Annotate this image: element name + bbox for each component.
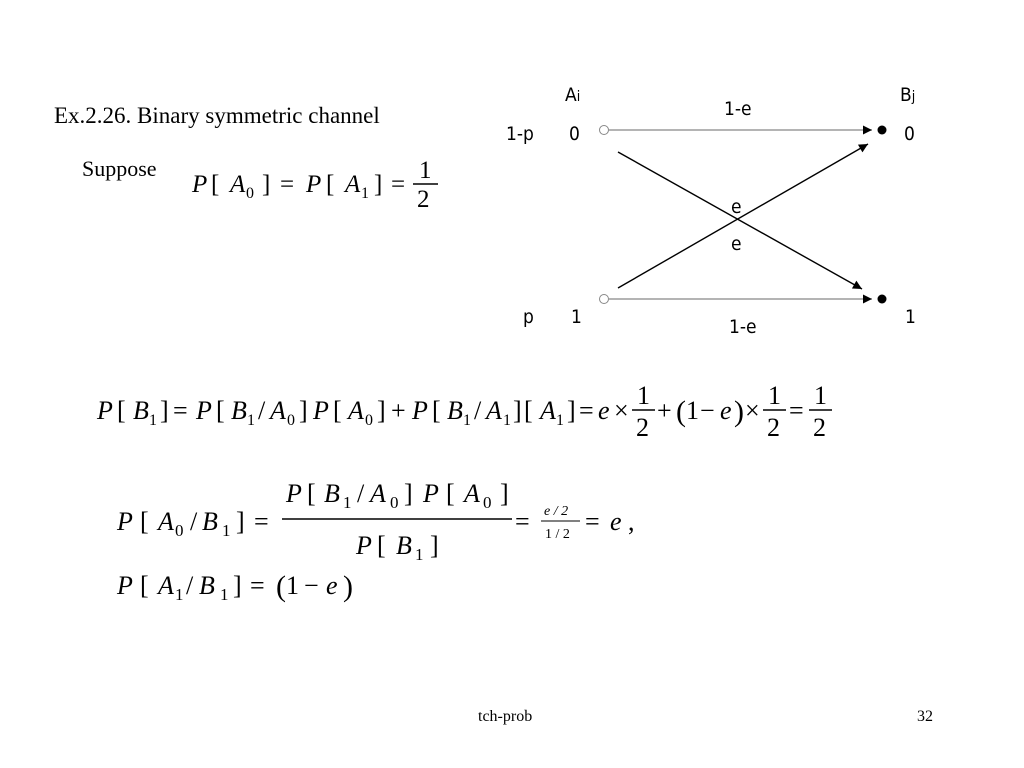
eq-symbol: A [486, 396, 502, 425]
eq-symbol: [ [211, 171, 220, 198]
edge-label-bottom: 1-e [729, 316, 757, 338]
eq-symbol: 1 [343, 493, 352, 512]
eq-symbol: P [97, 396, 113, 425]
input-header: Ai [565, 84, 581, 106]
output-symbol-1: 1 [905, 306, 916, 328]
eq-symbol: A [348, 396, 364, 425]
page-number: 32 [917, 708, 933, 725]
edge-0-to-1 [618, 152, 862, 289]
eq-symbol: 2 [417, 186, 430, 213]
eq-symbol: = [391, 171, 406, 198]
eq-symbol: 1 [175, 585, 184, 604]
footer-title: tch-prob [478, 708, 533, 725]
eq-symbol: 2 [767, 413, 780, 442]
eq-symbol: 0 [246, 185, 254, 202]
eq-symbol: ] [374, 171, 383, 198]
eq-symbol: B [133, 396, 149, 425]
suppose-equation [191, 157, 438, 213]
input-symbol-0: 0 [569, 123, 580, 145]
input-probability-0: 1-p [506, 123, 534, 145]
eq-symbol: ] [513, 396, 522, 425]
eq-symbol: 1 [556, 412, 564, 429]
eq-symbol: 1 [361, 185, 369, 202]
eq-symbol: ( [676, 395, 686, 428]
eq-symbol: ] [567, 396, 576, 425]
eq-symbol: = [515, 507, 530, 536]
eq-symbol: = [254, 507, 269, 536]
eq-symbol: = [579, 396, 594, 425]
slide-heading: Ex.2.26. Binary symmetric channel [54, 103, 380, 128]
eq-symbol: 1 [814, 381, 827, 410]
eq-symbol: ] [262, 171, 271, 198]
edge-label-cross: e [731, 233, 742, 255]
eq-symbol: ] [404, 479, 413, 508]
eq-symbol: ] [160, 396, 169, 425]
eq-symbol: [ [307, 479, 316, 508]
output-symbol-0: 0 [904, 123, 915, 145]
eq-symbol: A [230, 171, 246, 198]
eq-symbol: [ [216, 396, 225, 425]
eq-symbol: × [745, 396, 760, 425]
eq-symbol: 0 [483, 493, 492, 512]
eq-symbol: [ [140, 571, 149, 600]
eq-symbol: A [158, 571, 174, 600]
eq-symbol: A [540, 396, 556, 425]
edge-label-cross: e [731, 196, 742, 218]
eq-symbol: ] [236, 507, 245, 536]
eq-symbol: ( [276, 570, 286, 603]
eq-symbol: A [370, 479, 386, 508]
input-node-1 [600, 295, 609, 304]
eq-symbol: P [356, 531, 372, 560]
eq-symbol: [ [140, 507, 149, 536]
eq-symbol: = [250, 571, 265, 600]
eq-symbol: 1 [686, 396, 699, 425]
eq-symbol: P [412, 396, 428, 425]
eq-symbol: , [628, 507, 635, 536]
eq-symbol: 0 [287, 412, 295, 429]
eq-symbol: 1 [222, 521, 231, 540]
input-probability-1: p [523, 306, 534, 328]
eq-symbol: = [585, 507, 600, 536]
eq-symbol: + [657, 396, 672, 425]
eq-symbol: B [396, 531, 412, 560]
eq-symbol: 1 [220, 585, 229, 604]
eq-symbol: / [474, 396, 482, 425]
eq-symbol: [ [117, 396, 126, 425]
eq-symbol: 0 [365, 412, 373, 429]
eq-symbol: P [196, 396, 212, 425]
eq-symbol: A [270, 396, 286, 425]
eq-symbol: − [700, 396, 715, 425]
eq-symbol: [ [333, 396, 342, 425]
eq-symbol: e / 2 [544, 504, 569, 519]
eq-symbol: B [231, 396, 247, 425]
eq-symbol: [ [524, 396, 533, 425]
suppose-label: Suppose [82, 156, 157, 181]
eq-symbol: 1 [419, 157, 432, 184]
eq-symbol: 1 [463, 412, 471, 429]
eq-symbol: 1 [149, 412, 157, 429]
eq-symbol: + [391, 396, 406, 425]
bayes-equation-a0 [116, 479, 635, 564]
eq-symbol: e [610, 507, 622, 536]
bayes-equation-a1 [116, 570, 353, 604]
output-node-1 [878, 295, 887, 304]
eq-symbol: − [304, 571, 319, 600]
output-header: Bj [900, 84, 916, 106]
eq-symbol: e [720, 396, 732, 425]
eq-symbol: ] [299, 396, 308, 425]
eq-symbol: 1 [286, 571, 299, 600]
eq-symbol: B [324, 479, 340, 508]
eq-symbol: 1 [768, 381, 781, 410]
eq-symbol: 1 / 2 [545, 527, 570, 542]
eq-symbol: A [158, 507, 174, 536]
eq-symbol: 2 [636, 413, 649, 442]
eq-symbol: / [190, 507, 198, 536]
eq-symbol: = [789, 396, 804, 425]
output-node-0 [878, 126, 887, 135]
eq-symbol: 2 [813, 413, 826, 442]
input-symbol-1: 1 [571, 306, 582, 328]
eq-symbol: ] [233, 571, 242, 600]
eq-symbol: ] [377, 396, 386, 425]
total-probability-equation [96, 381, 832, 442]
channel-diagram [506, 84, 916, 338]
eq-symbol: 1 [415, 545, 424, 564]
eq-symbol: [ [432, 396, 441, 425]
eq-symbol: ] [430, 531, 439, 560]
eq-symbol: [ [446, 479, 455, 508]
eq-symbol: P [117, 571, 133, 600]
eq-symbol: ) [734, 395, 744, 428]
eq-symbol: B [202, 507, 218, 536]
eq-symbol: 1 [503, 412, 511, 429]
eq-symbol: P [192, 171, 208, 198]
eq-symbol: P [286, 479, 302, 508]
eq-symbol: ] [500, 479, 509, 508]
eq-symbol: e [598, 396, 610, 425]
eq-symbol: [ [326, 171, 335, 198]
eq-symbol: [ [377, 531, 386, 560]
eq-symbol: P [117, 507, 133, 536]
eq-symbol: 1 [637, 381, 650, 410]
edge-1-to-0 [618, 144, 868, 288]
eq-symbol: 0 [390, 493, 399, 512]
eq-symbol: ) [343, 570, 353, 603]
eq-symbol: B [447, 396, 463, 425]
eq-symbol: / [258, 396, 266, 425]
eq-symbol: / [357, 479, 365, 508]
eq-symbol: P [306, 171, 322, 198]
eq-symbol: B [199, 571, 215, 600]
eq-symbol: = [173, 396, 188, 425]
eq-symbol: = [280, 171, 295, 198]
input-node-0 [600, 126, 609, 135]
eq-symbol: P [423, 479, 439, 508]
eq-symbol: P [313, 396, 329, 425]
eq-symbol: A [345, 171, 361, 198]
eq-symbol: / [186, 571, 194, 600]
eq-symbol: A [464, 479, 480, 508]
eq-symbol: e [326, 571, 338, 600]
eq-symbol: 1 [247, 412, 255, 429]
eq-symbol: × [614, 396, 629, 425]
edge-label-top: 1-e [724, 98, 752, 120]
eq-symbol: 0 [175, 521, 184, 540]
